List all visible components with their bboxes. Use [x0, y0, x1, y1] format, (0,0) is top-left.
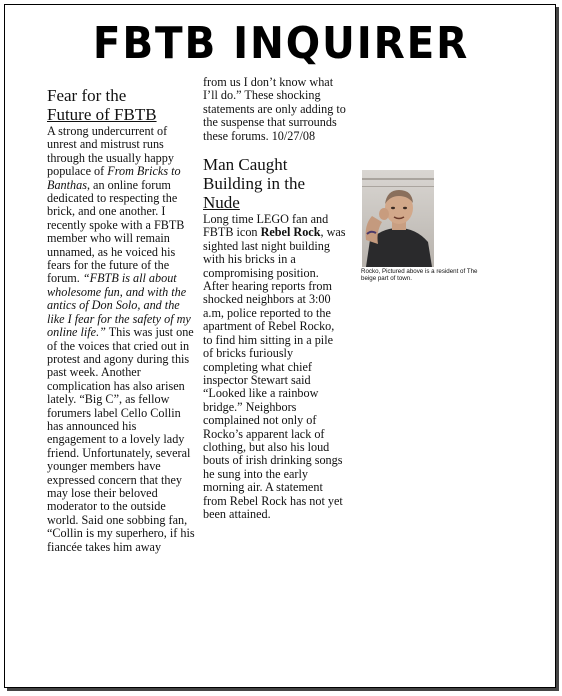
- article1-body: [47, 125, 197, 554]
- article2-headline-line1: Man Caught: [203, 155, 288, 175]
- photo-caption: Rocko, Pictured above is a resident of The beige part of town.: [361, 268, 478, 283]
- article2-headline-line2: Building in the: [203, 174, 305, 194]
- article2-headline-line3: Nude: [203, 193, 240, 213]
- article2-name: Rebel Rock: [260, 225, 321, 240]
- masthead-title: FBTB INQUIRER: [92, 18, 470, 69]
- column-left: [47, 86, 197, 554]
- article1-forum-name: From Bricks to Banthas: [47, 164, 181, 192]
- article1-text-1: A strong undercurrent of unrest and mistrust runs through the usually happy populace of: [47, 124, 174, 179]
- article2-body: [203, 213, 346, 521]
- article1-text-3: This was just one of the voices that cried out in protest and agony during this past week. Another complication has also arisen lately. “Big C”, as fellow forumers label Cello Collin has announced his engagement to a lovely lady friend. Unfortunately, several younger members have expressed concern that they may lose their beloved moderator to the outside world. Said one sobbing fan, “Collin is my superhero, if his fiancée takes him away: [47, 325, 195, 554]
- article2-text-2: , was sighted last night building with his bricks in a compromising position. After hearing reports from shocked neighbors at 3:00 a.m, police reported to the apartment of Rebel Rocko, to find him sitting in a pile of bricks furiously completing what chief inspector Stewart said “Looked like a rainbow bridge.” Neighbors complained not only of Rocko’s apparent lack of clothing, but also his loud bouts of irish drinking songs he sung into the early morning air. A statement from Rebel Rock has not yet been attained.: [203, 225, 346, 521]
- article1-quote: “FBTB is all about wholesome fun, and with the antics of Don Solo, and the like I fear for the safety of my online life.”: [47, 271, 191, 340]
- column-middle: [203, 76, 346, 521]
- article1-headline-line2: Future of FBTB: [47, 105, 157, 124]
- portrait-photo: [362, 170, 434, 267]
- article1-text-2: , an online forum dedicated to respecting the brick, and one another. I recently spoke with a FBTB member who will remain unnamed, as he voiced his fears for the future of the forum.: [47, 177, 185, 286]
- article1-headline-line1: Fear for the: [47, 86, 127, 105]
- article2-headline: [203, 155, 346, 212]
- article1-continued: from us I don’t know what I’ll do.” These shocking statements are only adding to the suspense that surrounds these forums. 10/27/08: [203, 75, 346, 143]
- article1-headline: [47, 86, 197, 124]
- article2-text-1: Long time LEGO fan and FBTB icon: [203, 212, 329, 240]
- portrait-photo-image: [362, 170, 434, 267]
